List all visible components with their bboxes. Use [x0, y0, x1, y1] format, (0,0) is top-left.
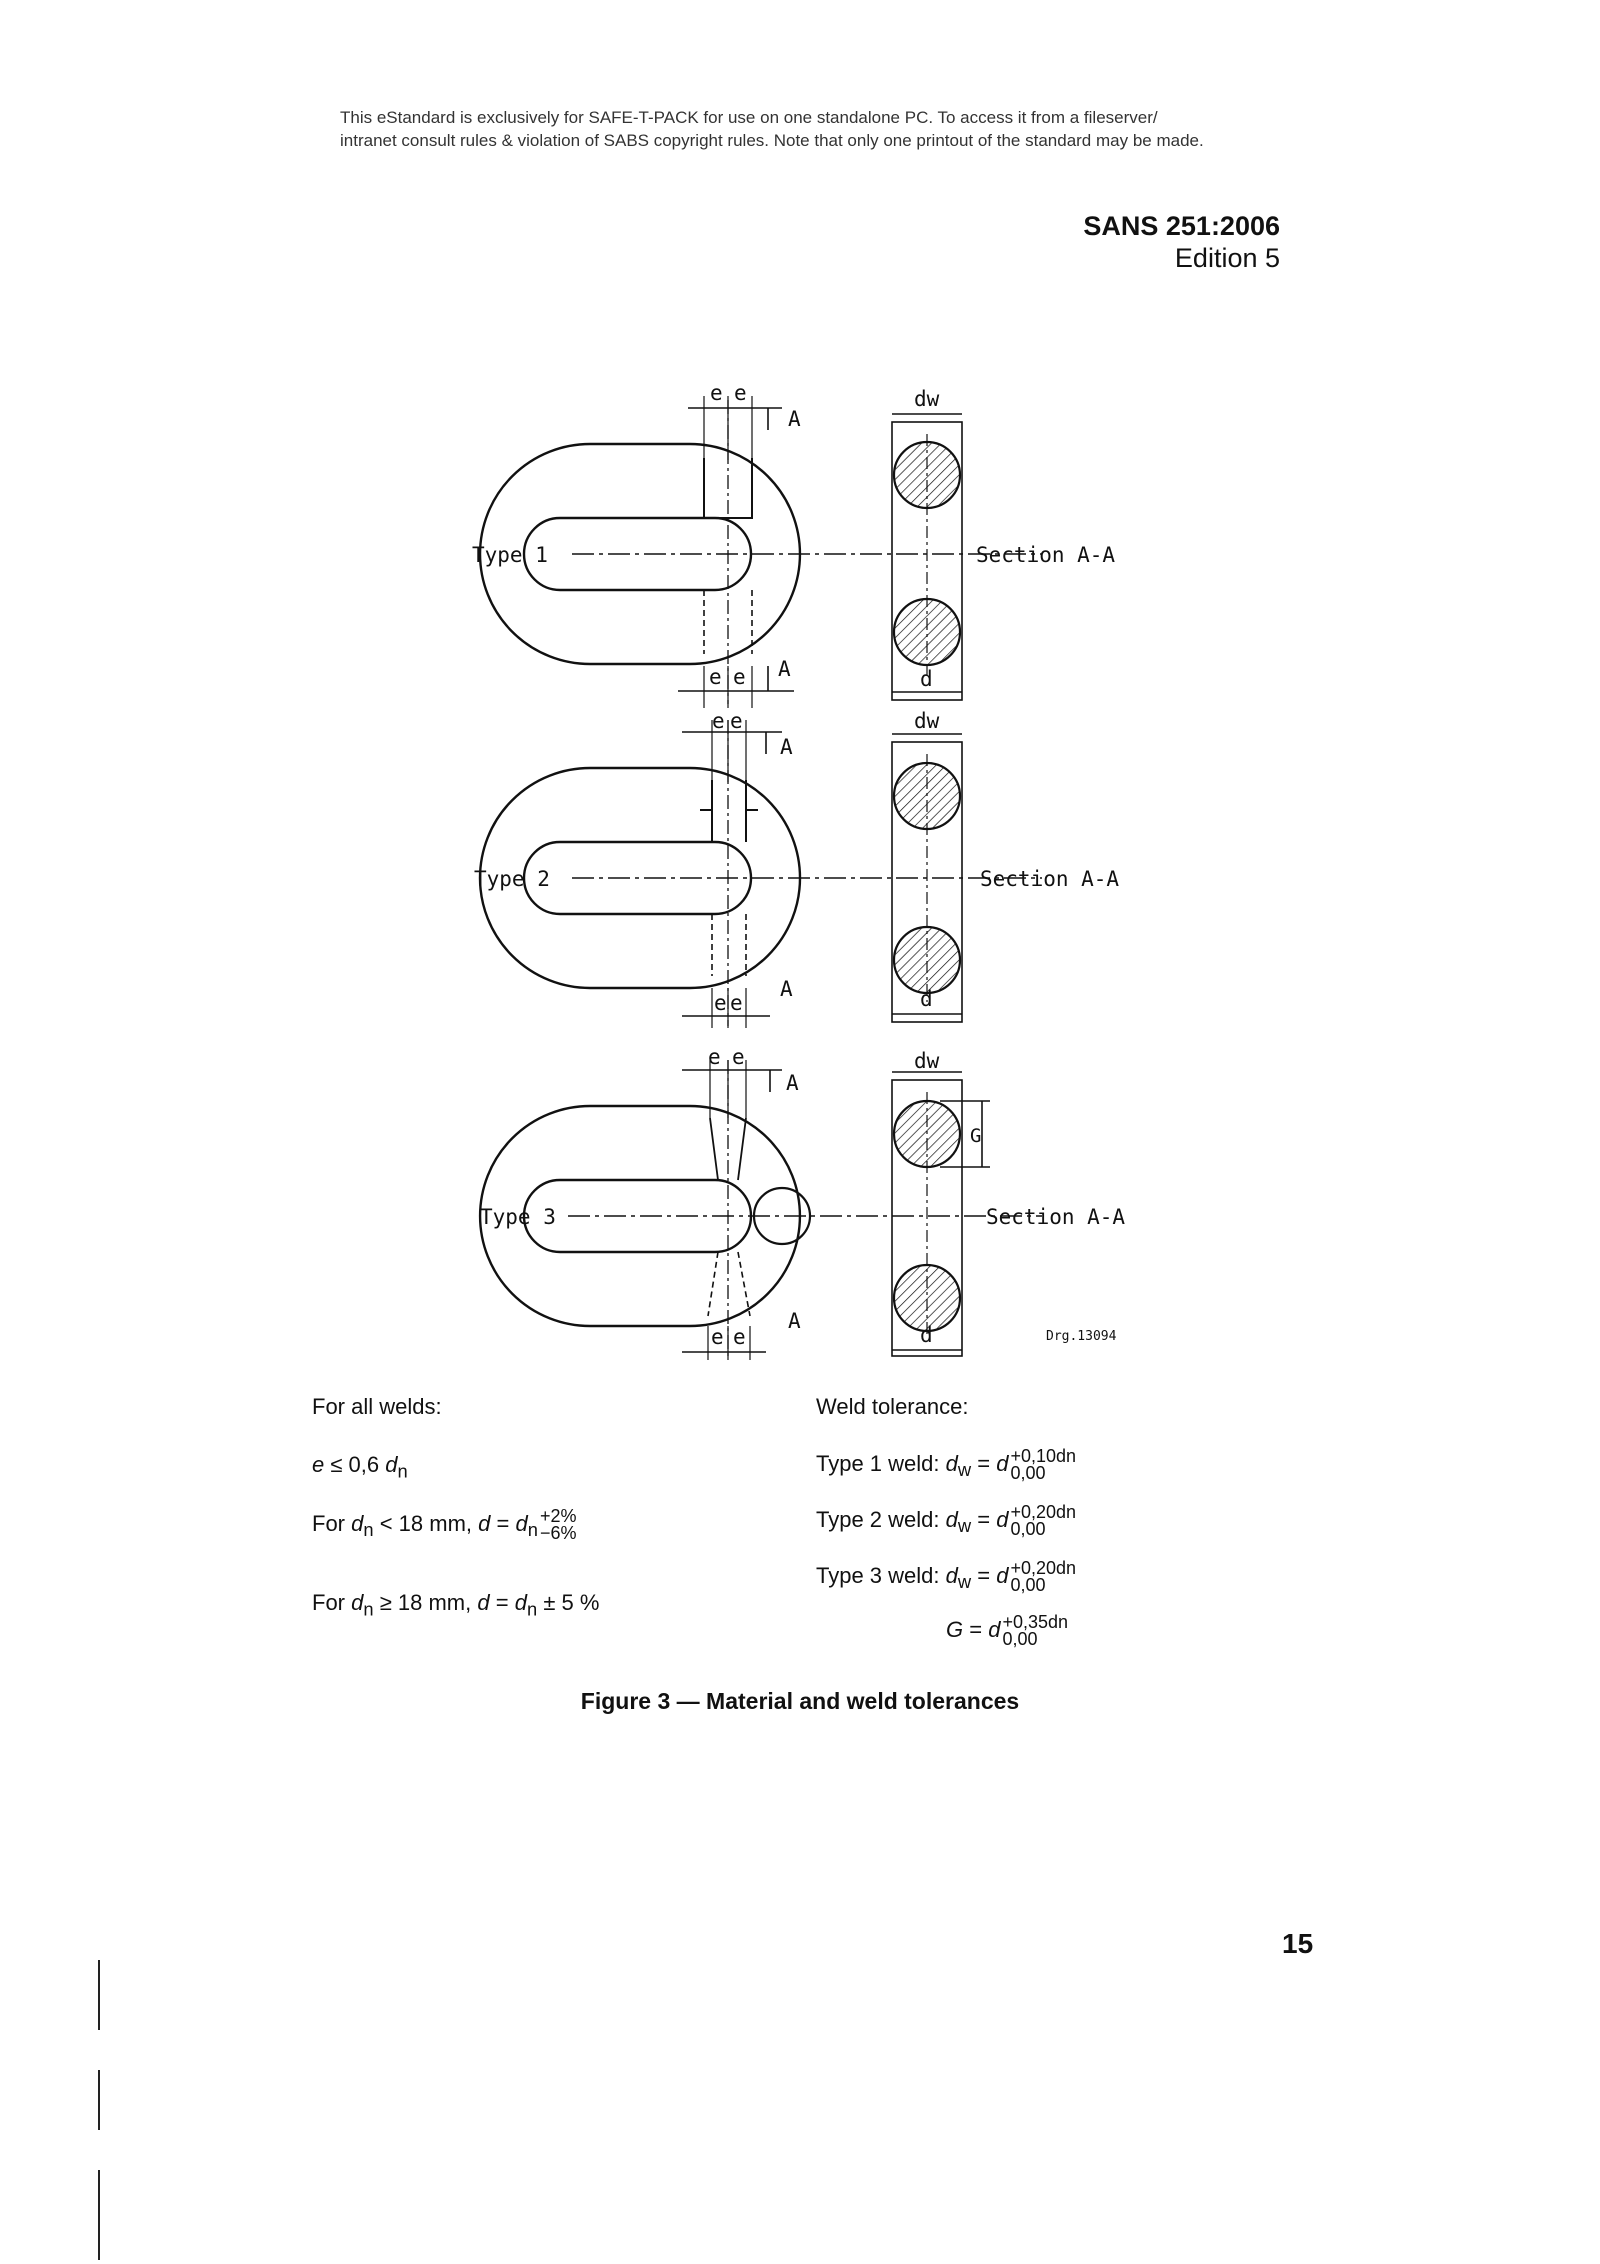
gap-upper: +0,35dn [1002, 1612, 1069, 1632]
type1-weld-d: d [996, 1450, 1009, 1476]
type3-weld-d: d [996, 1562, 1009, 1588]
type3-weld-label: Type 3 weld: [816, 1562, 940, 1588]
type3-dim-e-top-2: e [732, 1045, 745, 1069]
type1-section-label: Section A-A [976, 543, 1116, 567]
rule-lt18-lower: −6% [539, 1523, 577, 1543]
type1-cut-a-bottom: A [778, 657, 791, 681]
gap-eq: = [969, 1616, 983, 1642]
type1-section-bottom [894, 599, 960, 665]
type3-weld-taper-lower [708, 1252, 750, 1316]
type2-dim-e-bot-2: e [730, 991, 743, 1015]
type3-dim-e-bot-2: e [733, 1325, 746, 1349]
link-weld-figure [420, 370, 1180, 1360]
type3-cut-a-top: A [786, 1071, 799, 1095]
type3-drawing [480, 1060, 1042, 1360]
copyright-notice [340, 106, 1280, 152]
type2-dim-e-bot-1: e [714, 991, 727, 1015]
type2-section-label: Section A-A [980, 867, 1120, 891]
type2-weld-lower [712, 914, 746, 976]
rule-ge18-tolerance: ± 5 % [543, 1590, 600, 1615]
type1-weld-limits [1011, 1448, 1077, 1482]
type2-weld-upper: +0,20dn [1010, 1502, 1077, 1522]
type1-dim-dw: dw [914, 387, 940, 411]
type2-weld-tolerance [816, 1504, 1076, 1539]
type3-dim-dw: dw [914, 1049, 940, 1073]
type3-dim-e-bot-1: e [711, 1325, 724, 1349]
rule-ge18-sub: n [363, 1598, 374, 1620]
type1-weld-tolerance [816, 1448, 1076, 1483]
type2-weld-dw: d [945, 1506, 958, 1532]
e-rule-sub: n [397, 1460, 408, 1482]
rule-ge18-d: d [477, 1590, 490, 1615]
type3-weld-dw: d [945, 1562, 958, 1588]
gap-lower: 0,00 [1002, 1629, 1038, 1649]
rule-ge18-prefix: For [312, 1590, 345, 1615]
type2-dim-e-top-1: e [712, 709, 725, 733]
type3-dim-e-top-1: e [708, 1045, 721, 1069]
type2-cut-a-bottom: A [780, 977, 793, 1001]
type2-weld-upper [700, 780, 758, 842]
rule-lt18-dn: d [351, 1510, 364, 1536]
page-number: 15 [1282, 1928, 1314, 1959]
rule-ge18-rhs: d [514, 1590, 527, 1615]
rule-lt18-d: d [478, 1510, 491, 1536]
type1-drawing [480, 396, 1042, 708]
gap-limits [1002, 1614, 1068, 1648]
type1-weld-sub: w [957, 1459, 972, 1481]
type2-drawing [480, 720, 1042, 1028]
rule-lt18-prefix: For [312, 1510, 345, 1536]
type2-weld-eq: = [977, 1506, 991, 1532]
type1-weld-lower: 0,00 [1010, 1463, 1046, 1483]
rule-ge18-eq: = [495, 1590, 509, 1615]
scan-mark [98, 1960, 100, 2030]
type3-weld-tolerance [816, 1560, 1076, 1595]
rule-dn-below-18 [312, 1508, 576, 1543]
e-rule-operator: ≤ 0,6 [330, 1452, 380, 1477]
standard-header [1083, 210, 1280, 274]
type3-cut-a-bottom: A [788, 1309, 801, 1333]
type3-weld-upper: +0,20dn [1010, 1558, 1077, 1578]
type2-label: Type 2 [474, 867, 550, 891]
type1-weld-upper: +0,10dn [1010, 1446, 1077, 1466]
type2-section-bottom [894, 927, 960, 993]
type3-weld-lower: 0,00 [1010, 1575, 1046, 1595]
type2-cut-a-top: A [780, 735, 793, 759]
type1-dim-d: d [920, 667, 933, 691]
rule-lt18-limits [540, 1508, 577, 1542]
standard-edition: Edition 5 [1174, 243, 1280, 273]
type2-dim-d: d [920, 987, 933, 1011]
scan-mark [98, 2070, 100, 2130]
gap-symbol: G [946, 1616, 964, 1642]
type2-dim-dw: dw [914, 709, 940, 733]
rule-lt18-condition: < 18 mm, [379, 1510, 473, 1536]
type3-dim-d: d [920, 1323, 933, 1347]
figure-caption: Figure 3 — Material and weld tolerances [580, 1688, 1020, 1714]
notice-line-1: This eStandard is exclusively for SAFE-T-PACK for use on one standalone PC. To access it from a fileserver/ [340, 108, 1158, 127]
scan-mark [98, 2170, 100, 2260]
type1-weld-label: Type 1 weld: [816, 1450, 940, 1476]
type3-section-bottom [894, 1265, 960, 1331]
type2-dim-e-top-2: e [730, 709, 743, 733]
rule-lt18-rhs: d [515, 1510, 528, 1536]
type2-weld-limits [1011, 1504, 1077, 1538]
e-rule [312, 1452, 408, 1484]
type3-weld-limits [1011, 1560, 1077, 1594]
type2-weld-label: Type 2 weld: [816, 1506, 940, 1532]
notice-line-2: intranet consult rules & violation of SABS copyright rules. Note that only one printout of the standard may be made. [340, 131, 1204, 150]
type1-dim-e-bot-1: e [709, 665, 722, 689]
type1-dim-e-top-1: e [710, 381, 723, 405]
type1-weld-dw: d [945, 1450, 958, 1476]
weld-tolerance-heading: Weld tolerance: [816, 1394, 969, 1419]
rule-lt18-upper: +2% [539, 1506, 577, 1526]
rule-lt18-sub: n [363, 1519, 374, 1541]
type1-cut-a-top: A [788, 407, 801, 431]
type3-weld-eq: = [977, 1562, 991, 1588]
rule-lt18-eq: = [496, 1510, 510, 1536]
type3-weld-sub: w [957, 1571, 972, 1593]
gap-tolerance [946, 1614, 1068, 1648]
drawing-number: Drg.13094 [1046, 1329, 1117, 1344]
type2-weld-lower: 0,00 [1010, 1519, 1046, 1539]
type1-dim-e-bot-2: e [733, 665, 746, 689]
rule-ge18-condition: ≥ 18 mm, [379, 1590, 472, 1615]
type3-dim-gap: G [970, 1125, 982, 1147]
rule-lt18-rhs-sub: n [527, 1519, 538, 1541]
rule-ge18-rhs-sub: n [526, 1598, 538, 1620]
rule-dn-from-18 [312, 1590, 599, 1622]
type2-weld-sub: w [957, 1515, 972, 1537]
type1-label: Type 1 [472, 543, 548, 567]
gap-d: d [988, 1616, 1001, 1642]
type1-dim-e-top-2: e [734, 381, 747, 405]
for-all-welds-heading: For all welds: [312, 1394, 442, 1419]
type2-weld-d: d [996, 1506, 1009, 1532]
rule-ge18-dn: d [351, 1590, 364, 1615]
e-rule-dn: d [385, 1452, 398, 1477]
e-rule-symbol: e [312, 1452, 325, 1477]
standard-code: SANS 251:2006 [1083, 211, 1280, 241]
type1-weld-eq: = [977, 1450, 991, 1476]
type3-label: Type 3 [480, 1205, 556, 1229]
type3-section-label: Section A-A [986, 1205, 1126, 1229]
